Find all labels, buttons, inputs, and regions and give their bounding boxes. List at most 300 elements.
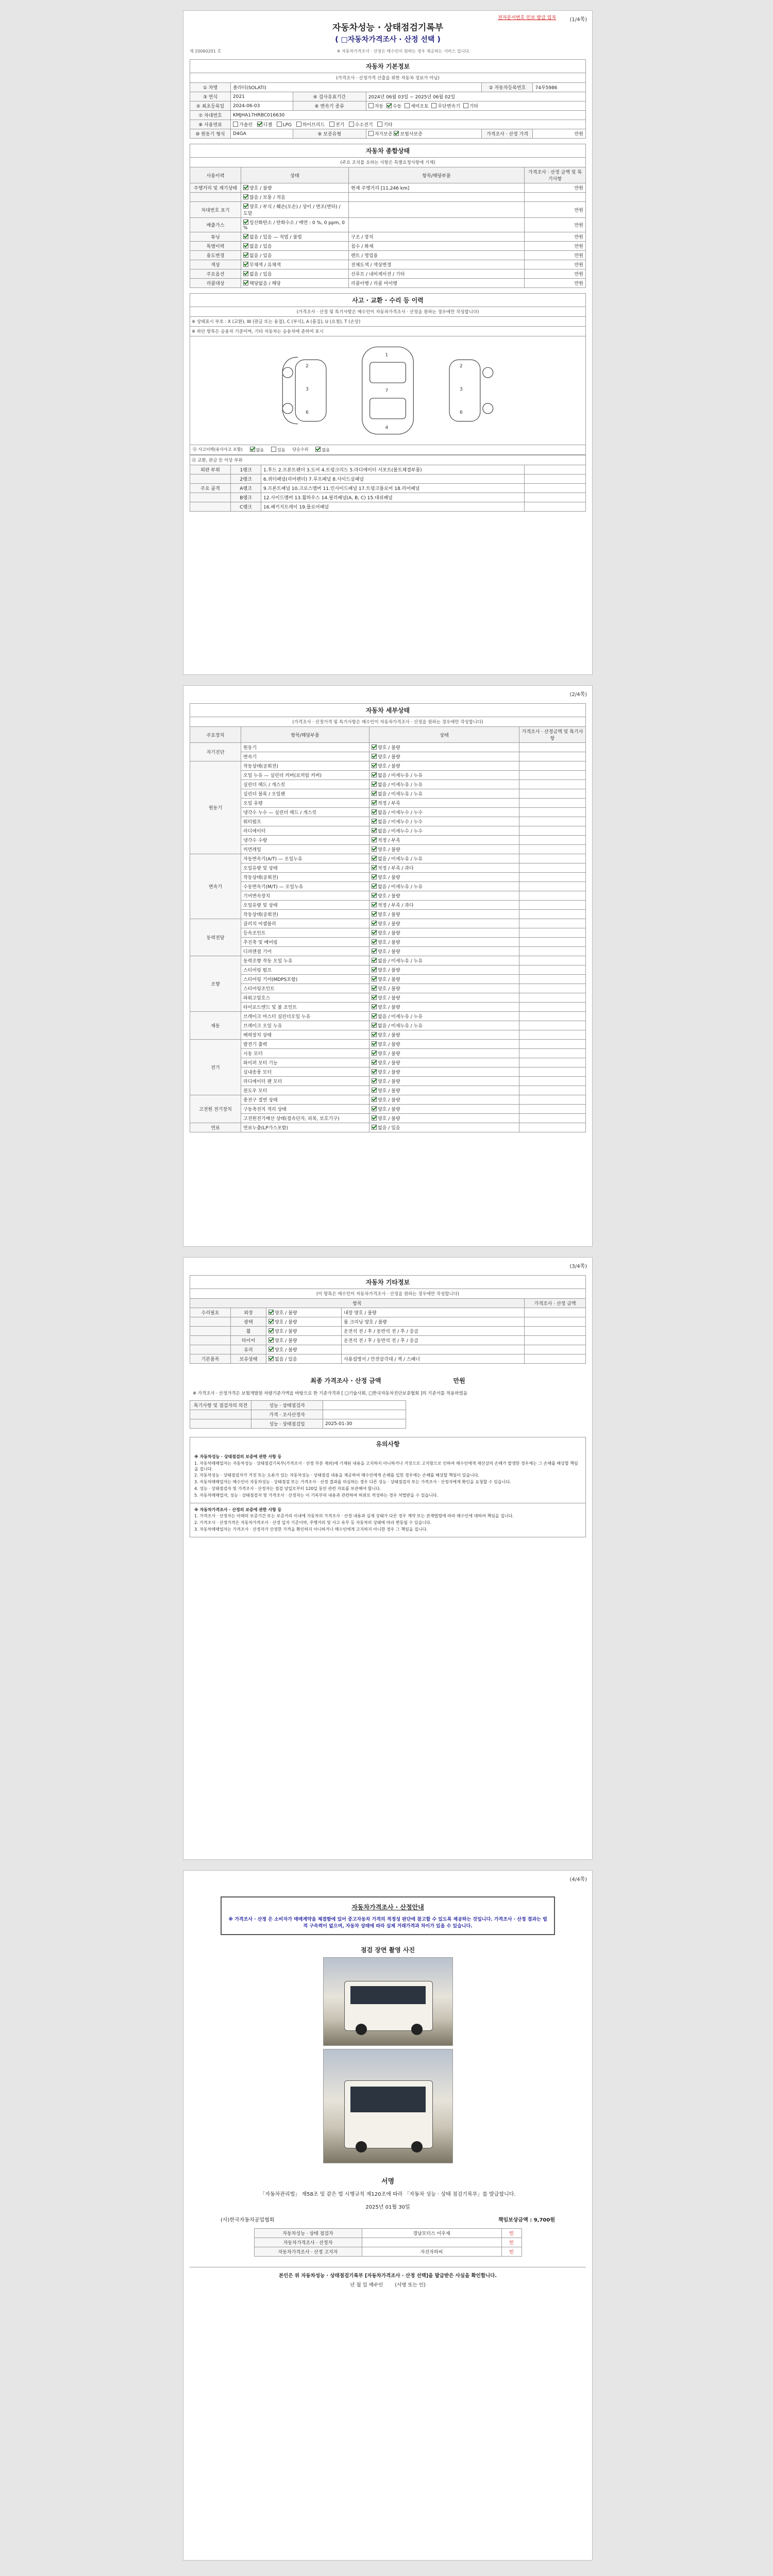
price-cell (525, 1354, 586, 1364)
checkbox[interactable] (243, 204, 248, 209)
table-row (190, 956, 586, 965)
seal-mark: 인 (501, 2238, 522, 2247)
svg-text:1: 1 (385, 352, 389, 358)
item-label: 유리 (231, 1345, 266, 1354)
checkbox[interactable] (405, 103, 410, 108)
opt-manual: 수동 (392, 104, 402, 109)
checkbox[interactable] (372, 1060, 377, 1065)
price-cell (519, 919, 586, 928)
part-label: 구동축전지 격리 상태 (241, 1105, 369, 1114)
row-label: 주요 골격 (190, 484, 231, 493)
state-cell (369, 1030, 519, 1040)
state-cell (241, 251, 349, 260)
svg-text:3: 3 (306, 387, 309, 392)
state-text: 양호 / 불량 (378, 1033, 400, 1038)
right-cell (341, 1354, 524, 1364)
checkbox[interactable] (463, 103, 468, 108)
car-diagram-svg (190, 336, 585, 445)
row-label: 배출가스 (190, 218, 241, 232)
checkbox[interactable] (372, 948, 377, 954)
price-cell (519, 854, 586, 863)
checkbox[interactable] (372, 828, 377, 833)
svg-text:2: 2 (306, 364, 309, 369)
notice-subtitle: ※ 자동차가격조사 · 산정의 보증에 관한 사항 등 (194, 1507, 282, 1512)
checkbox[interactable] (386, 103, 392, 108)
state-text: 양호 / 불량 (378, 940, 400, 945)
checkbox[interactable] (268, 1347, 274, 1352)
price-cell (519, 1003, 586, 1012)
table-row (254, 2238, 522, 2247)
state-text: 양호 / 불량 (378, 1107, 400, 1112)
row-note: 만원 (525, 242, 586, 251)
checkbox[interactable] (372, 865, 377, 870)
row-rank: 1랭크 (231, 465, 261, 474)
checkbox[interactable] (315, 447, 321, 452)
state-cell (369, 1095, 519, 1105)
svg-text:7: 7 (385, 388, 389, 394)
fuel-opt: 하이브리드 (302, 123, 325, 128)
checkbox[interactable] (372, 800, 377, 805)
state-text: 양호 / 불량 (378, 755, 400, 760)
svg-text:6: 6 (459, 410, 463, 415)
state-cell (369, 1040, 519, 1049)
table-row (190, 910, 586, 919)
checkbox[interactable] (372, 754, 377, 759)
row-items: 6.쿼터패널(리어펜더) 7.루프패널 8.사이드실패널 (261, 474, 525, 484)
price-cell (525, 1327, 586, 1336)
row-rank: B랭크 (231, 493, 261, 502)
sign-role: 가격 · 조사산정자 (251, 1410, 323, 1419)
state-text: 없음 / 미세누유 / 누유 (378, 959, 423, 964)
row-detail (349, 202, 525, 218)
row-detail: 구조 / 장치 (349, 232, 525, 242)
row-note: 만원 (525, 202, 586, 218)
row-label (190, 502, 231, 512)
checkbox[interactable] (243, 185, 248, 190)
table-row (190, 873, 586, 882)
row-label: 차대번호 표기 (190, 202, 241, 218)
detail-header: 주요장치 (190, 727, 241, 743)
table-row (190, 780, 586, 789)
state-text: 양호 / 불량 (275, 1329, 297, 1334)
table-row (190, 1317, 586, 1327)
sign-title: 서명 (381, 2178, 395, 2185)
checkbox[interactable] (243, 262, 248, 267)
car-left-body (295, 360, 326, 421)
checkbox[interactable] (368, 103, 374, 108)
table-row (190, 1003, 586, 1012)
status-note: (주요 조치를 요하는 사항은 특별요청사항에 기재) (190, 157, 586, 167)
table-row (190, 901, 586, 910)
price-cell (519, 993, 586, 1003)
table-row (190, 1058, 586, 1067)
group-label: 원동기 (190, 761, 241, 854)
checkbox[interactable] (372, 1004, 377, 1009)
part-label: 원동기 (241, 743, 369, 752)
checkbox[interactable] (271, 447, 276, 452)
first-reg-value: 2024-06-03 (231, 101, 293, 111)
state-cell (369, 799, 519, 808)
car-legend-label: ⑪ 사고이력(유사사고 포함) (193, 447, 243, 452)
price-cell (525, 1317, 586, 1327)
checkbox[interactable] (372, 1041, 377, 1046)
vin-value: KMJHA17HRBC016630 (231, 111, 586, 120)
checkbox[interactable] (250, 447, 255, 452)
group-label: 제동 (190, 1012, 241, 1040)
state-text: 양호 / 불량 (378, 1042, 400, 1047)
inspection-photo-1 (323, 1957, 453, 2046)
state-text: 양호 / 불량 (378, 977, 400, 982)
checkbox[interactable] (268, 1337, 274, 1343)
table-row (190, 799, 586, 808)
checkbox[interactable] (372, 930, 377, 935)
state-cell (369, 771, 519, 780)
state-text: 양호 / 불량 (378, 848, 400, 853)
checkbox[interactable] (372, 958, 377, 963)
notice-block-1 (190, 1450, 586, 1503)
checkbox[interactable] (372, 782, 377, 787)
state-text: 없음 / 미세누유 / 누유 (378, 783, 423, 788)
right-label: 운전석 전 / 후 / 동반석 전 / 후 / 응급 (343, 1329, 419, 1334)
checkbox[interactable] (277, 122, 282, 127)
state-cell (369, 845, 519, 854)
checkbox[interactable] (372, 967, 377, 972)
notice-item: 5. 자동차매매업자, 성능 · 상태점검자 및 가격조사 · 산정자는 이 기록부의 내용과 관련하여 허위로 작성하는 경우 처벌받을 수 있습니다. (194, 1493, 439, 1498)
inspection-photo-2 (323, 2049, 453, 2163)
part-label: 배력장치 상태 (241, 1030, 369, 1040)
part-label: 냉각수 누수 — 실린더 헤드 / 개스킷 (241, 808, 369, 817)
price-cell (519, 826, 586, 836)
svg-text:2: 2 (459, 364, 463, 369)
state-cell (369, 984, 519, 993)
right-label: 운전석 전 / 후 / 동반석 전 / 후 / 응급 (343, 1338, 419, 1344)
part-label: 등속조인트 (241, 928, 369, 938)
inspector-role: 자동차가격조사 · 산정 고지자 (254, 2247, 362, 2257)
checkbox[interactable] (233, 122, 238, 127)
row-rank: A랭크 (231, 484, 261, 493)
checkbox[interactable] (243, 243, 248, 248)
receipt-sub: 년 월 일 매수인 (350, 2282, 383, 2288)
table-row (190, 1021, 586, 1030)
state-text: 양호 / 불량 (378, 1098, 400, 1103)
state-text: 없음 / 있음 (275, 1357, 297, 1362)
doc-number: 제 20060201 호 (190, 49, 222, 54)
state-cell (369, 1086, 519, 1095)
state-text: 양호 / 불량 (275, 1348, 297, 1353)
trans-options (366, 101, 585, 111)
bus-window (350, 2087, 426, 2112)
checkbox[interactable] (372, 939, 377, 944)
part-label: 실린더 블록 / 오일팬 (241, 789, 369, 799)
regno-label: ② 자동차등록번호 (482, 83, 533, 92)
basic-info-note: (가격조사 · 산정가격 산출을 위한 자동차 정보가 아님) (190, 73, 586, 82)
checkbox[interactable] (372, 921, 377, 926)
checkbox[interactable] (268, 1310, 274, 1315)
price-cell (525, 1345, 586, 1354)
checkbox[interactable] (372, 1050, 377, 1056)
checkbox[interactable] (372, 1106, 377, 1111)
notice-item: 4. 성능 · 상태점검자 및 가격조사 · 산정자는 점검 당일로부터 120일 동안 관련 자료를 보관해야 합니다. (194, 1486, 381, 1491)
checkbox[interactable] (372, 1023, 377, 1028)
seal-mark: 인 (501, 2229, 522, 2238)
fuel-opt: 기타 (383, 123, 393, 128)
checkbox[interactable] (243, 194, 248, 199)
vin-label: ⑦ 차대번호 (190, 111, 231, 120)
checkbox[interactable] (243, 280, 248, 285)
sign-date: 2025년 01월 30일 (365, 2205, 410, 2210)
state-text: 양호 / 불량 (378, 912, 400, 918)
row-note: 만원 (525, 279, 586, 288)
state-cell (369, 882, 519, 891)
price-notice-text: ※ 가격조사 · 산정 은 소비자가 매매계약을 체결함에 있어 중고자동차 가격의 적정성 판단에 참고할 수 있도록 제공하는 것입니다. 가격조사 · 산정 결과는 법적 구속력이 없으며, 자동차 상태에 따라 실제 거래가격과 차이가 있을 수 있습니다. (228, 1917, 547, 1929)
row-note: 만원 (525, 251, 586, 260)
car-top-windshield (370, 362, 406, 383)
checkbox[interactable] (268, 1356, 274, 1361)
opt-auto: 자동 (374, 104, 384, 109)
price-cell (525, 1336, 586, 1345)
row-note (525, 502, 586, 512)
price-cell (519, 928, 586, 938)
checkbox[interactable] (268, 1319, 274, 1324)
receipt-text: 본인은 위 자동차성능 · 상태점검기록부 [자동차가격조사 · 산정 선택]을 발급받은 사실을 확인합니다. (279, 2273, 497, 2279)
row-detail: 침수 / 화재 (349, 242, 525, 251)
price-cell (519, 761, 586, 771)
wheel-icon (356, 2024, 367, 2035)
part-label: 디퍼렌셜 기어 (241, 947, 369, 956)
state-text: 양호 / 불량 (378, 1052, 400, 1057)
state-text: 양호 / 불량 (249, 186, 272, 191)
state-cell (369, 1012, 519, 1021)
checkbox[interactable] (243, 219, 248, 225)
checkbox[interactable] (372, 1032, 377, 1037)
accident-legend2: ※ 하단 항목은 승용차 기준이며, 기타 자동차는 승용차에 준하여 표시 (190, 326, 586, 336)
model-value: 쏠라티(SOLATI) (231, 83, 482, 92)
wheel-icon (356, 2141, 367, 2153)
row-label: 색상 (190, 260, 241, 269)
doc-title: 자동차성능 · 상태점검기록부 (332, 23, 444, 33)
table-row (190, 1095, 586, 1105)
final-price-label: 최종 가격조사 · 산정 금액 (310, 1377, 381, 1384)
company-name: (사)한국자동차공업협회 (221, 2217, 275, 2223)
status-title: 자동차 종합상태 (190, 144, 586, 157)
checkbox[interactable] (372, 772, 377, 777)
checkbox[interactable] (372, 884, 377, 889)
row-detail: 리콜이행 / 리콜 미이행 (349, 279, 525, 288)
state-cell (241, 202, 349, 218)
price-value: 만원 (533, 129, 586, 139)
price-cell (519, 1021, 586, 1030)
state-text: 양호 / 불량 (378, 968, 400, 973)
checkbox[interactable] (296, 122, 301, 127)
car-legend-opt: 없음 (322, 448, 330, 452)
checkbox[interactable] (372, 819, 377, 824)
sign-value (323, 1401, 406, 1410)
state-cell (241, 218, 349, 232)
checkbox[interactable] (243, 252, 248, 258)
state-text: 적정 / 부족 / 과다 (378, 866, 414, 871)
state-cell (241, 242, 349, 251)
right-state: 양호 / 불량 (354, 1311, 377, 1316)
row-items: 16.패키지트레이 19.플로어패널 (261, 502, 525, 512)
checkbox[interactable] (372, 1078, 377, 1083)
svg-text:4: 4 (385, 425, 389, 431)
part-label: 시동 모터 (241, 1049, 369, 1058)
row-note (525, 193, 586, 202)
checkbox[interactable] (349, 122, 354, 127)
part-label: 클러치 어셈블리 (241, 919, 369, 928)
checkbox[interactable] (243, 234, 248, 239)
state-text: 없음 / 미세누유 / 누유 (378, 1024, 423, 1029)
checkbox[interactable] (372, 874, 377, 879)
other-table (190, 1298, 586, 1364)
checkbox[interactable] (372, 976, 377, 981)
checkbox[interactable] (372, 995, 377, 1000)
state-cell (266, 1354, 342, 1364)
checkbox[interactable] (268, 1328, 274, 1333)
table-row (190, 845, 586, 854)
price-cell (519, 752, 586, 761)
checkbox[interactable] (431, 103, 436, 108)
part-label: 오일 누유 — 실린더 커버(로커암 커버) (241, 771, 369, 780)
checkbox[interactable] (372, 744, 377, 750)
warranty-opt: 보험사보증 (400, 132, 423, 137)
part-label: 브레이크 마스터 실린더오일 누유 (241, 1012, 369, 1021)
price-notice-title: 자동차가격조사 · 산정안내 (351, 1904, 424, 1911)
row-detail: 현재 주행거리 [11,246 km] (349, 183, 525, 193)
accident-note: (가격조사 · 산정 및 특기사항은 매수인이 자동차가격조사 · 산정을 원하는 경우에만 작성합니다) (190, 307, 586, 316)
part-label: 냉각수 수량 (241, 836, 369, 845)
item-label: 타이어 (231, 1336, 266, 1345)
state-cell (266, 1345, 342, 1354)
checkbox[interactable] (257, 122, 262, 127)
table-row (190, 465, 586, 474)
state-text: 적정 / 부족 (378, 801, 400, 806)
checkbox[interactable] (372, 846, 377, 852)
price-cell (519, 808, 586, 817)
price-label: 가격조사 · 산정 가격 (482, 129, 533, 139)
page-number: (1/4쪽) (569, 17, 587, 23)
frame-table (190, 465, 586, 512)
status-header: 항목/해당부품 (349, 167, 525, 183)
fuel-label: ⑧ 사용연료 (190, 120, 231, 129)
price-cell (519, 984, 586, 993)
state-cell (241, 279, 349, 288)
table-row (190, 1123, 586, 1132)
state-text: 무채색 / 유채색 (249, 263, 281, 268)
checkbox[interactable] (372, 1088, 377, 1093)
state-cell (369, 910, 519, 919)
row-rank: C랭크 (231, 502, 261, 512)
price-cell (519, 947, 586, 956)
table-row (190, 1114, 586, 1123)
state-text: 없음 / 있음 (249, 253, 272, 259)
table-row (190, 232, 586, 242)
state-text: 적정 / 부족 (378, 838, 400, 843)
table-row (190, 251, 586, 260)
group-label (190, 1345, 231, 1354)
state-text: 양호 / 불량 (378, 1005, 400, 1010)
checkbox[interactable] (377, 122, 382, 127)
row-rank: 2랭크 (231, 474, 261, 484)
state-cell (369, 901, 519, 910)
checkbox[interactable] (394, 131, 399, 136)
table-row (190, 279, 586, 288)
table-row (190, 1401, 406, 1410)
checkbox[interactable] (372, 902, 377, 907)
wheel-icon (282, 403, 293, 414)
right-label: 내장 (343, 1311, 353, 1316)
fuel-opt: 전기 (335, 123, 345, 128)
table-row (190, 854, 586, 863)
inspector-name: 자진자하씨 (362, 2247, 501, 2257)
page-3 (183, 1257, 593, 1860)
right-cell (341, 1345, 524, 1354)
table-row (190, 1049, 586, 1058)
car-right-body (449, 360, 480, 421)
basic-info-table (190, 82, 586, 139)
checkbox[interactable] (372, 791, 377, 796)
checkbox[interactable] (372, 1013, 377, 1019)
checkbox[interactable] (372, 763, 377, 768)
table-row (190, 242, 586, 251)
checkbox[interactable] (372, 893, 377, 898)
detail-note: (가격조사 · 산정가격 및 특기사항은 매수인이 자동차가격조사 · 산정을 원하는 경우에만 작성합니다) (190, 717, 586, 726)
detail-table (190, 726, 586, 1132)
state-text: 없음 / 미세누수 / 누수 (378, 820, 423, 825)
checkbox[interactable] (372, 911, 377, 917)
part-label: 파워고압호스 (241, 993, 369, 1003)
row-note: 만원 (525, 269, 586, 279)
checkbox[interactable] (372, 1097, 377, 1102)
state-text: 없음 / 미세누유 / 누유 (378, 773, 423, 778)
checkbox[interactable] (243, 271, 248, 276)
status-table (190, 167, 586, 288)
fuel-opt: LPG (282, 123, 292, 128)
car-legend (190, 445, 586, 455)
checkbox[interactable] (372, 1069, 377, 1074)
table-row (190, 1336, 586, 1345)
state-cell (369, 789, 519, 799)
year-label: ③ 연식 (190, 92, 231, 101)
wheel-icon (483, 403, 493, 414)
checkbox[interactable] (372, 986, 377, 991)
state-text: 없음 / 미세누수 / 누수 (378, 829, 423, 834)
wheel-icon (411, 2024, 423, 2035)
state-cell (369, 993, 519, 1003)
checkbox[interactable] (372, 1115, 377, 1121)
item-label: 보유상태 (231, 1354, 266, 1364)
checkbox[interactable] (372, 1125, 377, 1130)
state-text: 양호 / 불량 (378, 1116, 400, 1122)
part-label: 스티어링 펌프 (241, 965, 369, 975)
checkbox[interactable] (372, 856, 377, 861)
row-note (525, 465, 586, 474)
checkbox[interactable] (372, 809, 377, 815)
checkbox[interactable] (329, 122, 334, 127)
state-cell (369, 752, 519, 761)
checkbox[interactable] (372, 837, 377, 842)
checkbox[interactable] (368, 131, 374, 136)
state-cell (369, 928, 519, 938)
table-row (190, 202, 586, 218)
state-cell (369, 1123, 519, 1132)
car-legend-opt: 있음 (277, 448, 285, 452)
price-cell (519, 743, 586, 752)
year-value: 2021 (231, 92, 293, 101)
top-link[interactable]: 전자문서번호 인보 발급 업자 (498, 15, 556, 21)
row-label: 주행거리 및 계기상태 (190, 183, 241, 193)
state-cell (266, 1336, 342, 1345)
